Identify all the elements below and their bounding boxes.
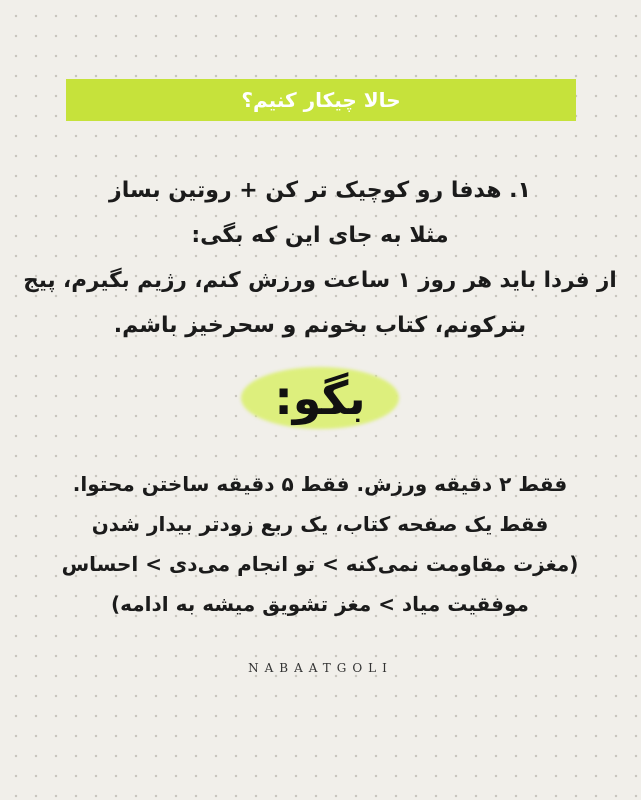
tip-heading: ۱. هدفا رو کوچیک تر کن + روتین بساز (109, 178, 531, 203)
example-line: فقط ۲ دقیقه ورزش. فقط ۵ دقیقه ساختن محتوا. (72, 472, 568, 496)
emphasis-word: بگو: (274, 371, 366, 425)
tip-paragraph (20, 168, 620, 348)
title-banner (66, 79, 576, 121)
example-line: موفقیت میاد > مغز تشویق میشه به ادامه) (111, 592, 529, 616)
tip-line: از فردا باید هر روز ۱ ساعت ورزش کنم، رژیم بگیرم، پیج (23, 268, 617, 293)
tip-line: مثلا به جای این که بگی: (191, 223, 449, 248)
banner-title: حالا چیکار کنیم؟ (241, 88, 401, 112)
example-paragraph (20, 464, 620, 624)
example-line: (مغزت مقاومت نمی‌کنه > تو انجام می‌دی > احساس (61, 552, 579, 576)
brand-footer: NABAATGOLI (248, 661, 393, 675)
example-line: فقط یک صفحه کتاب، یک ربع زودتر بیدار شدن (91, 512, 549, 536)
tip-line: بترکونم، کتاب بخونم و سحرخیز باشم. (113, 313, 527, 338)
